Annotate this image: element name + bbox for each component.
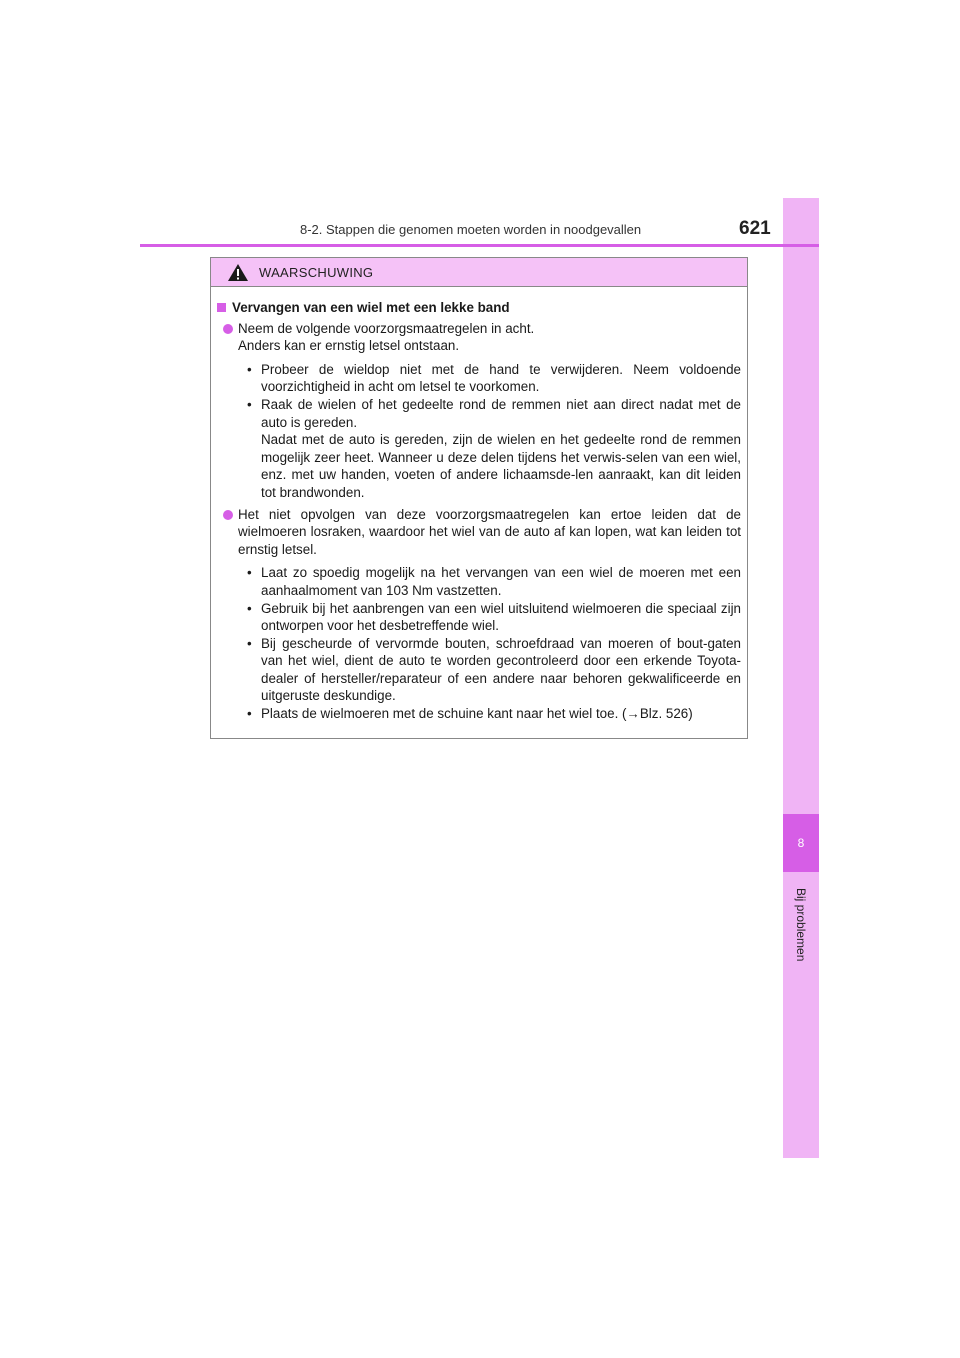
list-item <box>217 320 741 355</box>
warning-box <box>210 257 748 739</box>
list-item <box>217 506 741 559</box>
sub-list-item-text: Raak de wielen of het gedeelte rond de remmen niet aan direct nadat met de auto is gereden. <box>261 396 741 430</box>
sub-list-item: • Raak de wielen of het gedeelte rond de remmen niet aan direct nadat met de auto is gereden. Nadat met de auto is gereden, zijn de wielen en het gedeelte rond de remmen mogelijk zeer heet. Wanneer u deze delen tijdens het verwis-selen van een wiel, enz. met uw handen, voeten of andere lichaamsde-len aanraakt, kan dit leiden tot brandwonden. <box>247 396 741 500</box>
chapter-label: Bij problemen <box>794 888 808 962</box>
warning-triangle-icon <box>227 263 249 282</box>
sub-list-item: • Probeer de wieldop niet met de hand te verwijderen. Neem voldoende voorzichtigheid in acht om letsel te voorkomen. <box>247 361 741 395</box>
chapter-label-container <box>783 880 819 970</box>
list-item-text: Neem de volgende voorzorgsmaatregelen in acht. <box>238 320 535 336</box>
sub-list <box>217 564 741 722</box>
chapter-side-tab <box>783 198 819 1158</box>
round-bullet-icon <box>223 324 233 334</box>
sub-list-item: • Plaats de wielmoeren met de schuine kant naar het wiel toe. (→Blz. 526) <box>247 706 693 722</box>
sub-list-item-text: Probeer de wieldop niet met de hand te verwijderen. Neem voldoende voorzichtigheid in acht om letsel te voorkomen. <box>261 361 741 395</box>
round-bullet-icon <box>223 510 233 520</box>
square-bullet-icon <box>217 303 226 312</box>
sub-list-item: • Laat zo spoedig mogelijk na het vervangen van een wiel de moeren met een aanhaalmoment van 103 Nm vastzetten. <box>247 565 741 598</box>
list-item-text: Anders kan er ernstig letsel ontstaan. <box>238 338 460 354</box>
sub-list-item-text: Plaats de wielmoeren met de schuine kant naar het wiel toe. (→Blz. 526) <box>261 706 693 722</box>
sub-list <box>217 361 741 502</box>
warning-title: WAARSCHUWING <box>259 264 374 280</box>
sub-list-item-text: Laat zo spoedig mogelijk na het vervangen van een wiel de moeren met een aanhaalmoment van 103 Nm vastzetten. <box>261 565 741 598</box>
header-divider <box>140 244 819 247</box>
section-title-text: Vervangen van een wiel met een lekke band <box>232 300 510 315</box>
sub-list-item-text: Nadat met de auto is gereden, zijn de wielen en het gedeelte rond de remmen mogelijk zeer heet. Wanneer u deze delen tijdens het verwis-selen van een wiel, enz. met uw handen, voeten of andere lichaamsde-len aanraakt, kan dit leiden tot brandwonden. <box>261 432 741 500</box>
section-title <box>217 299 741 317</box>
sub-list-item-text: Bij gescheurde of vervormde bouten, schroefdraad van moeren of bout-gaten van het wiel, dient de auto te worden gecontroleerd door een erkende Toyota-dealer of hersteller/reparateur of een andere naar behoren gekwalificeerde en uitgeruste deskundige. <box>261 635 741 704</box>
sub-list-item-text: Gebruik bij het aanbrengen van een wiel uitsluitend wielmoeren die speciaal zijn ontworpen voor het desbetreffende wiel. <box>261 600 741 634</box>
section-header: 8-2. Stappen die genomen moeten worden in noodgevallen <box>300 222 642 237</box>
chapter-number: 8 <box>797 836 805 850</box>
chapter-number-tab[interactable] <box>783 814 819 872</box>
page-number: 621 <box>739 218 771 239</box>
warning-body <box>211 287 747 723</box>
sub-list-item: • Bij gescheurde of vervormde bouten, schroefdraad van moeren of bout-gaten van het wiel, dient de auto te worden gecontroleerd door een erkende Toyota-dealer of hersteller/reparateur of een andere naar behoren gekwalificeerde en uitgeruste deskundige. <box>247 635 741 704</box>
sub-list-item: • Gebruik bij het aanbrengen van een wiel uitsluitend wielmoeren die speciaal zijn ontworpen voor het desbetreffende wiel. <box>247 600 741 634</box>
warning-header <box>211 258 747 287</box>
list-item-text: Het niet opvolgen van deze voorzorgsmaatregelen kan ertoe leiden dat de wielmoeren losraken, waardoor het wiel van de auto af kan lopen, wat kan leiden tot ernstig letsel. <box>238 506 741 557</box>
